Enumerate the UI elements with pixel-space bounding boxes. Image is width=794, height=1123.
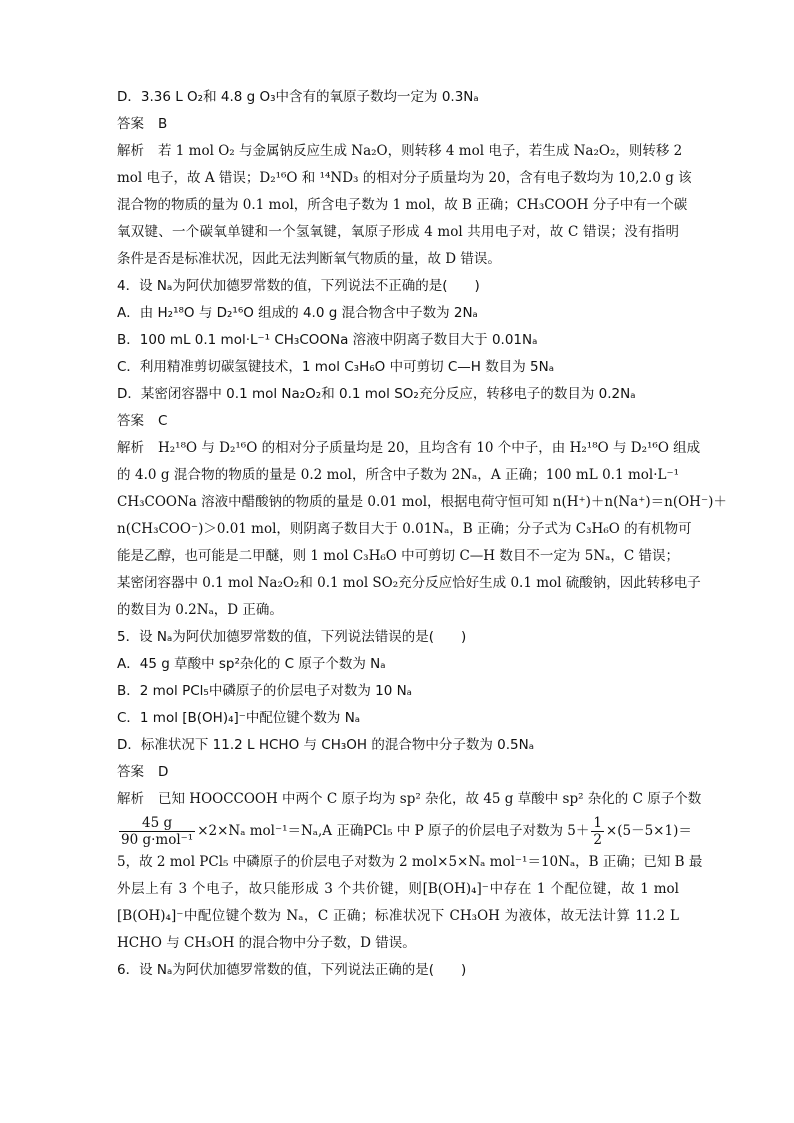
analysis-label: 解析: [117, 791, 144, 807]
answer-label: 答案: [117, 413, 144, 429]
analysis-line: 5，故 2 mol PCl₅ 中磷原子的价层电子对数为 2 mol×5×Nₐ mol⁻¹＝10Nₐ，B 正确；已知 B 最: [117, 854, 703, 870]
q4-option-d: D．某密闭容器中 0.1 mol Na₂O₂和 0.1 mol SO₂充分反应，转移电子的数目为 0.2Nₐ: [117, 386, 636, 402]
analysis-label: 解析: [117, 440, 144, 456]
analysis-line: 混合物的物质的量为 0.1 mol，所含电子数为 1 mol，故 B 正确；CH₃COOH 分子中有一个碳: [117, 197, 688, 213]
analysis-line: 解析 若 1 mol O₂ 与金属钠反应生成 Na₂O，则转移 4 mol 电子，若生成 Na₂O₂，则转移 2: [117, 143, 683, 159]
q4-option-a: A．由 H₂¹⁸O 与 D₂¹⁶O 组成的 4.0 g 混合物含中子数为 2Nₐ: [117, 305, 478, 321]
answer-value: B: [158, 116, 168, 132]
q3-analysis: [117, 138, 692, 273]
analysis-line: 解析 H₂¹⁸O 与 D₂¹⁶O 的相对分子质量均是 20，且均含有 10 个中子，由 H₂¹⁸O 与 D₂¹⁶O 组成: [117, 440, 701, 456]
analysis-line: mol 电子，故 A 错误；D₂¹⁶O 和 ¹⁴ND₃ 的相对分子质量均为 20，含有电子数均为 10,2.0 g 该: [117, 170, 692, 186]
answer-value: D: [158, 764, 169, 780]
analysis-line: n(CH₃COO⁻)＞0.01 mol，则阴离子数目大于 0.01Nₐ，B 正确；分子式为 C₃H₆O 的有机物可: [117, 521, 692, 537]
q5-option-b: B．2 mol PCl₅中磷原子的价层电子对数为 10 Nₐ: [117, 683, 412, 699]
q5-option-a: A．45 g 草酸中 sp²杂化的 C 原子个数为 Nₐ: [117, 656, 386, 672]
q4-option-b: B．100 mL 0.1 mol·L⁻¹ CH₃COONa 溶液中阴离子数目大于 0.01Nₐ: [117, 332, 538, 348]
analysis-line: HCHO 与 CH₃OH 的混合物中分子数，D 错误。: [117, 935, 416, 951]
q5-stem: 5．设 Nₐ为阿伏加德罗常数的值，下列说法错误的是( ): [117, 629, 467, 645]
analysis-line: 的 4.0 g 混合物的物质的量是 0.2 mol，所含中子数为 2Nₐ，A 正确；100 mL 0.1 mol·L⁻¹: [117, 467, 679, 483]
analysis-line: 某密闭容器中 0.1 mol Na₂O₂和 0.1 mol SO₂充分反应恰好生成 0.1 mol 硫酸钠，因此转移电子: [117, 575, 701, 591]
analysis-line: 条件是否是标准状况，因此无法判断氧气物质的量，故 D 错误。: [117, 251, 501, 267]
q5-answer: [117, 759, 679, 786]
analysis-line: 氧双键、一个碳氧单键和一个氢氧键，氧原子形成 4 mol 共用电子对，故 C 错误；没有指明: [117, 224, 679, 240]
q4-answer: [117, 408, 679, 435]
fraction-mass-over-molar-mass: $\frac{45 g}{\text{90 g·mol⁻¹}}$: [121, 815, 194, 848]
q3-option-d: D．3.36 L O₂和 4.8 g O₃中含有的氧原子数均一定为 0.3Nₐ: [117, 89, 479, 105]
analysis-line: CH₃COONa 溶液中醋酸钠的物质的量是 0.01 mol，根据电荷守恒可知 n(H⁺)＋n(Na⁺)＝n(OH⁻)＋: [117, 494, 727, 510]
answer-value: C: [158, 413, 168, 429]
document-page: [117, 84, 727, 984]
q3-answer: [117, 111, 679, 138]
analysis-line: [B(OH)₄]⁻中配位键个数为 Nₐ，C 正确；标准状况下 CH₃OH 为液体，故无法计算 11.2 L: [117, 908, 679, 924]
analysis-formula-line: $\frac{45 g}{\text{90 g·mol⁻¹}}$ ×2×Nₐ mol⁻¹＝Nₐ,A 正确PCl₅ 中 P 原子的价层电子对数为 5＋ $\frac{1}{2}$ ×(5－5×1)＝: [121, 815, 692, 848]
q4-stem: 4．设 Nₐ为阿伏加德罗常数的值，下列说法不正确的是( ): [117, 278, 480, 294]
analysis-label: 解析: [117, 143, 144, 159]
analysis-line: 外层上有 3 个电子，故只能形成 3 个共价键，则[B(OH)₄]⁻中存在 1 个配位键，故 1 mol: [117, 881, 679, 897]
q6-stem: 6．设 Nₐ为阿伏加德罗常数的值，下列说法正确的是( ): [117, 962, 467, 978]
analysis-line: 能是乙醇，也可能是二甲醚，则 1 mol C₃H₆O 中可剪切 C—H 数目不一定为 5Nₐ，C 错误；: [117, 548, 679, 564]
q5-analysis: [117, 786, 703, 957]
analysis-line: 解析 已知 HOOCCOOH 中两个 C 原子均为 sp² 杂化，故 45 g 草酸中 sp² 杂化的 C 原子个数: [117, 791, 702, 807]
answer-label: 答案: [117, 116, 144, 132]
q5-option-d: D．标准状况下 11.2 L HCHO 与 CH₃OH 的混合物中分子数为 0.5Nₐ: [117, 737, 534, 753]
q4-analysis: [117, 435, 727, 624]
fraction-one-half: $\frac{1}{2}$: [593, 815, 602, 848]
q4-option-c: C．利用精准剪切碳氢键技术，1 mol C₃H₆O 中可剪切 C—H 数目为 5Nₐ: [117, 359, 555, 375]
analysis-line: 的数目为 0.2Nₐ，D 正确。: [117, 602, 283, 618]
q5-option-c: C．1 mol [B(OH)₄]⁻中配位键个数为 Nₐ: [117, 710, 361, 726]
answer-label: 答案: [117, 764, 144, 780]
